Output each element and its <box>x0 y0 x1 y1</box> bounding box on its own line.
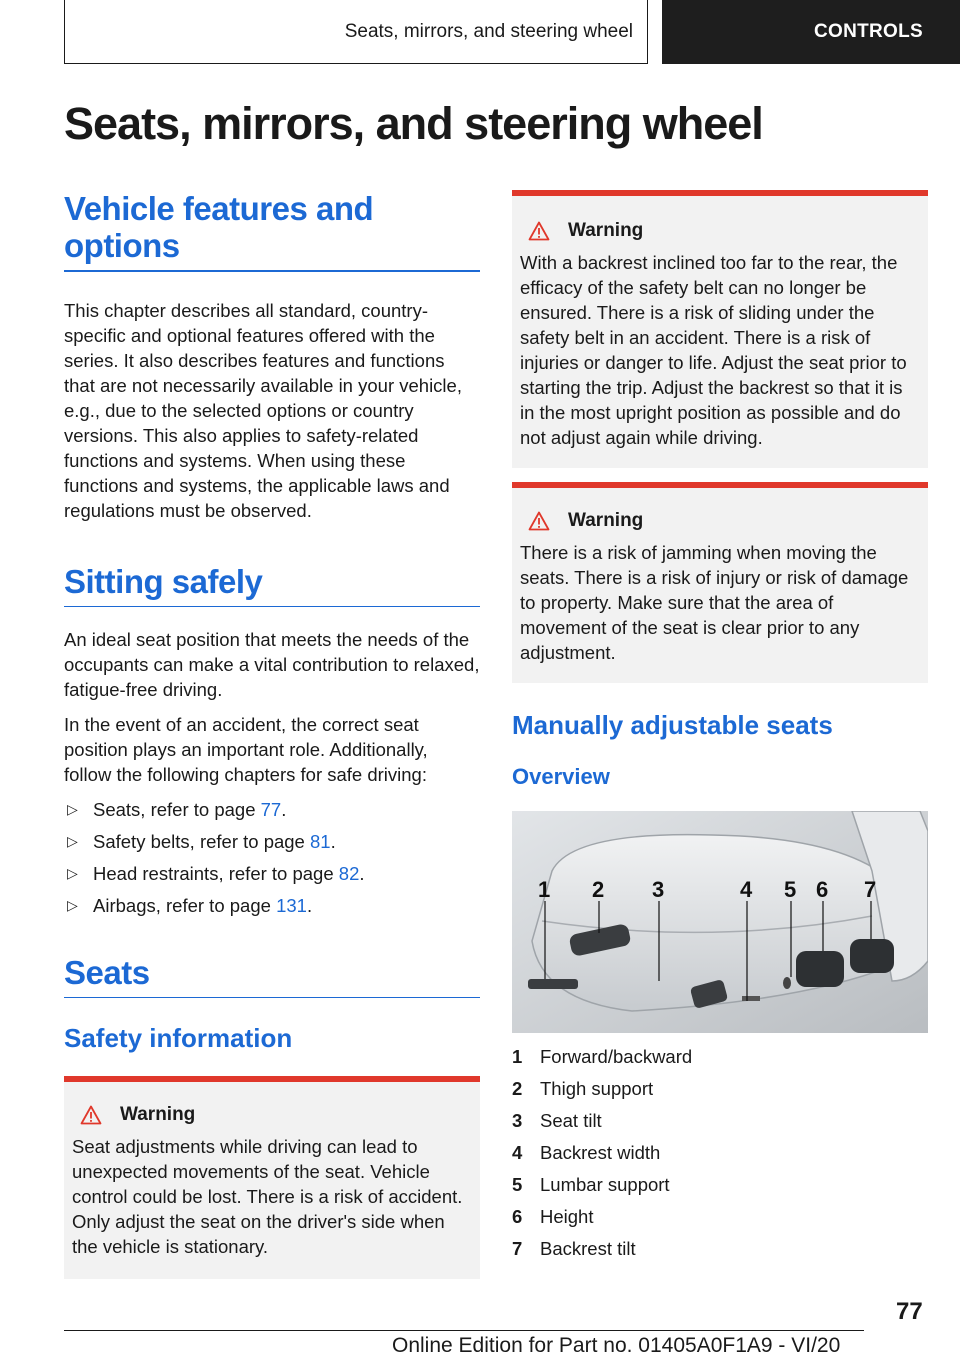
list-item: 6 Height <box>512 1206 594 1227</box>
heading-rule <box>64 270 480 272</box>
heading-vehicle-features: Vehicle features and options <box>64 190 374 264</box>
list-item: 4 Backrest width <box>512 1142 661 1163</box>
warning-box <box>64 1076 480 1279</box>
warning-text: Seat adjustments while driving can lead to unexpected movements of the seat. Vehicle control could be lost. There is a risk of accident. Only adjust the seat on the driver's side when the vehicle is stationary. <box>72 1135 463 1257</box>
callout-4: 4 <box>740 877 753 902</box>
running-header-title: Seats, mirrors, and steering wheel <box>344 20 633 42</box>
warning-box <box>512 482 928 683</box>
callout-1: 1 <box>538 877 551 902</box>
callout-2: 2 <box>592 877 605 902</box>
triangle-bullet-icon: ▷ <box>67 800 78 817</box>
warning-triangle-icon <box>528 511 550 531</box>
callout-6: 6 <box>816 877 829 902</box>
list-item: 2 Thigh support <box>512 1078 654 1099</box>
warning-text: There is a risk of jamming when moving the seats. There is a risk of injury or risk of damage to property. Make sure that the area of movement of the seat is clear prior to any adjustment. <box>520 542 909 663</box>
right-column <box>512 190 928 1265</box>
warning-box <box>512 190 928 468</box>
page-link-131[interactable]: 131 <box>276 894 307 916</box>
heading-overview: Overview <box>512 764 610 789</box>
heading-manually-adjustable-seats: Manually adjustable seats <box>512 710 833 740</box>
left-column <box>64 190 480 1279</box>
callout-3: 3 <box>652 877 665 902</box>
list-item: 7 Backrest tilt <box>512 1238 636 1259</box>
heading-seats: Seats <box>64 954 480 998</box>
callout-7: 7 <box>864 877 877 902</box>
list-item: ▷ Safety belts, refer to page 81. <box>67 830 336 852</box>
chapter-label: CONTROLS <box>814 21 924 42</box>
callout-5: 5 <box>784 877 797 902</box>
sitting-safely-para1: An ideal seat position that meets the needs of the occupants can make a vital contribution to relaxed, fatigue-free driving. <box>64 628 480 700</box>
page-link-82[interactable]: 82 <box>338 862 360 884</box>
list-item: ▷ Head restraints, refer to page 82. <box>67 862 365 884</box>
seat-controls-illustration <box>512 811 928 1033</box>
triangle-bullet-icon: ▷ <box>67 896 78 913</box>
running-header-chapter-tab <box>662 0 960 64</box>
heading-safety-information: Safety information <box>64 1022 293 1053</box>
page-number: 77 <box>896 1298 923 1325</box>
vehicle-features-body: This chapter describes all standard, country-specific and optional features offered with the series. It also describes features and functions that are not necessarily available in your vehicle, e.g., due to the selected options or country versions. This also applies to safety-related functions and systems. When using these functions and systems, the applicable laws and regulations must be observed. <box>64 299 462 521</box>
list-item: ▷ Seats, refer to page 77. <box>67 798 287 820</box>
list-item: 3 Seat tilt <box>512 1110 602 1131</box>
triangle-bullet-icon: ▷ <box>67 832 78 849</box>
warning-triangle-icon <box>528 221 550 241</box>
page-title: Seats, mirrors, and steering wheel <box>64 98 763 149</box>
seat-controls-legend <box>512 1041 928 1265</box>
warning-label: Warning <box>568 510 644 531</box>
running-header-section <box>64 0 648 64</box>
page-link-81[interactable]: 81 <box>310 830 331 852</box>
warning-label: Warning <box>568 220 644 241</box>
footer-rule <box>64 1330 864 1331</box>
list-item: 1 Forward/backward <box>512 1046 693 1067</box>
list-item: ▷ Airbags, refer to page 131. <box>67 894 313 916</box>
warning-label: Warning <box>120 1103 196 1125</box>
triangle-bullet-icon: ▷ <box>67 864 78 881</box>
list-item: 5 Lumbar support <box>512 1174 670 1195</box>
edition-footer: Online Edition for Part no. 01405A0F1A9 - VI/20 <box>392 1334 841 1357</box>
page-link-77[interactable]: 77 <box>260 798 282 820</box>
heading-sitting-safely: Sitting safely <box>64 563 480 607</box>
cross-reference-list <box>64 797 480 918</box>
warning-triangle-icon <box>80 1105 102 1125</box>
warning-text: With a backrest inclined too far to the rear, the efficacy of the safety belt can no longer be ensured. There is a risk of sliding under the safety belt in an accident. There is a risk of injuries or danger to life. Adjust the seat prior to starting the trip. Adjust the backrest so that it is in the most upright position as possible and do not adjust again while driving. <box>520 252 907 448</box>
sitting-safely-para2: In the event of an accident, the correct seat position plays an important role. Additionally, follow the following chapters for safe driving: <box>64 713 428 785</box>
